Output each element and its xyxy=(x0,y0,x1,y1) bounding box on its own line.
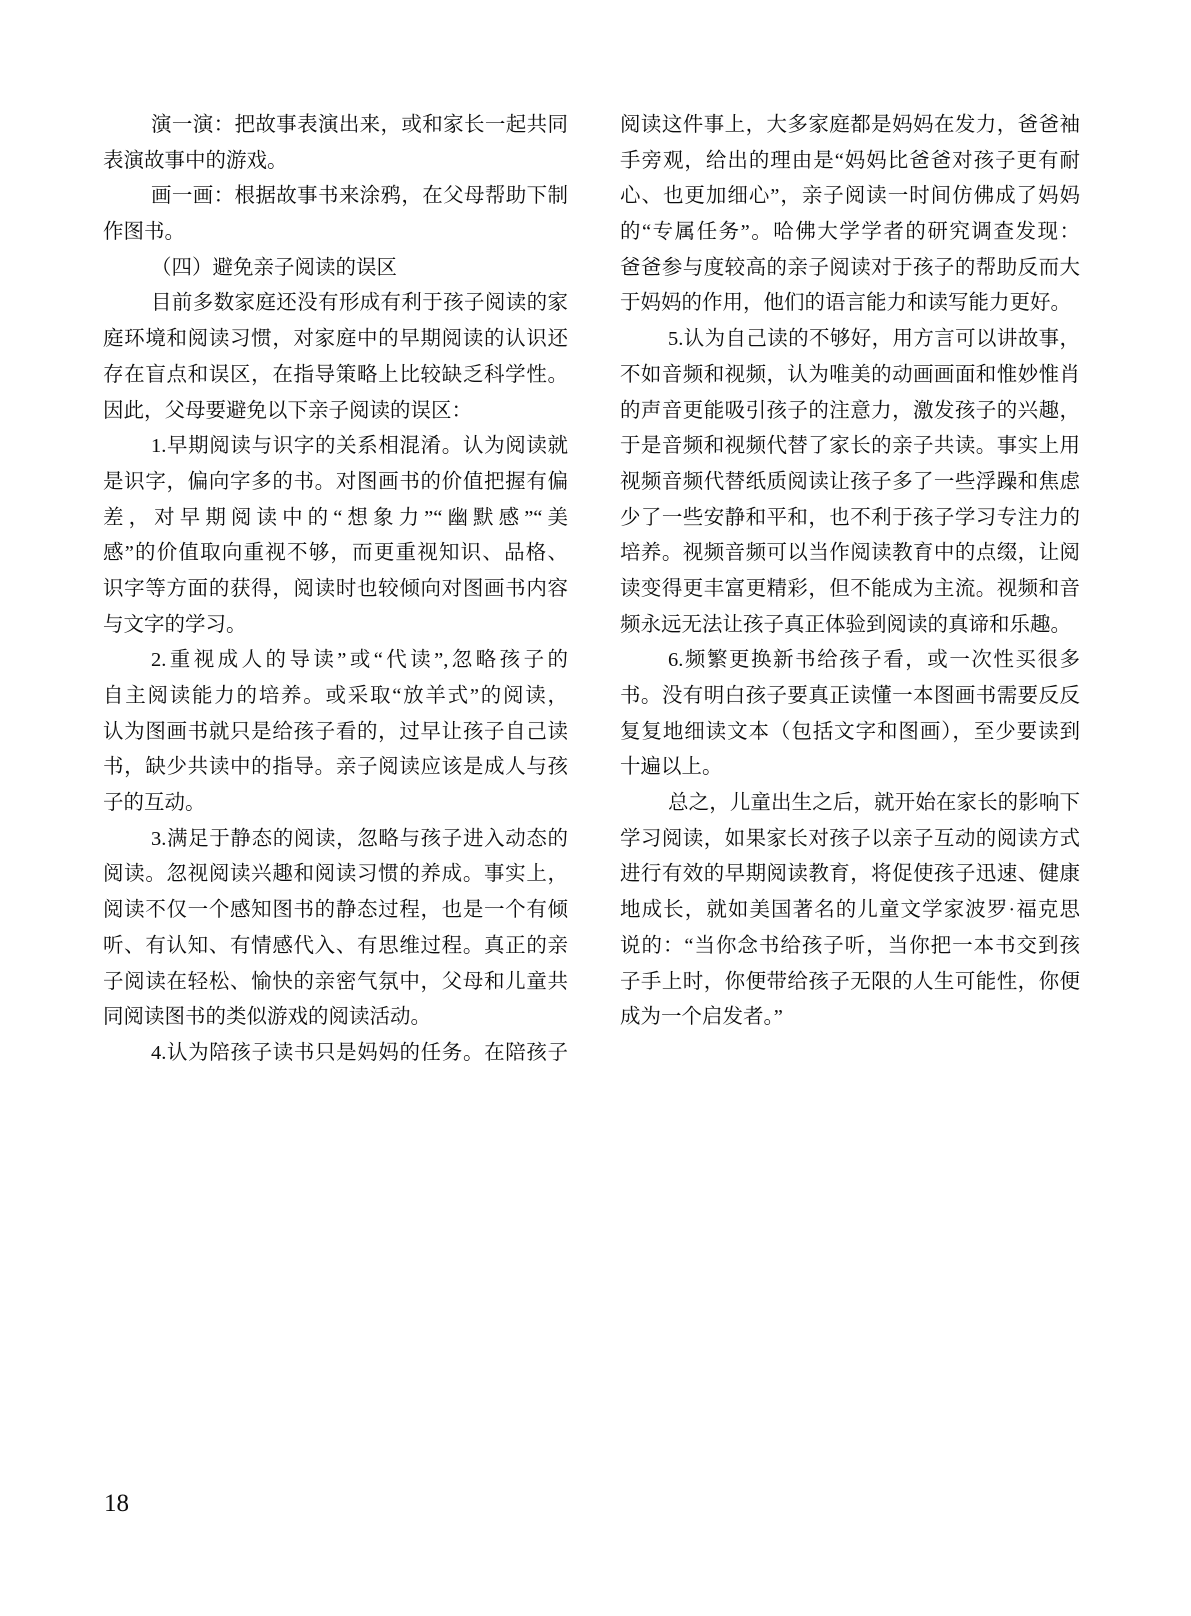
text-line: 书，缺少共读中的指导。亲子阅读应该是成人与孩 xyxy=(103,756,568,779)
text-line: 不如音频和视频，认为唯美的动画画面和惟妙惟肖 xyxy=(620,363,1080,386)
text-line: 说的：“当你念书给孩子听，当你把一本书交到孩 xyxy=(620,934,1080,957)
text-line: 是识字，偏向字多的书。对图画书的价值把握有偏 xyxy=(103,470,568,493)
text-line: 画一画：根据故事书来涂鸦，在父母帮助下制 xyxy=(151,185,568,208)
text-line: 频永远无法让孩子真正体验到阅读的真谛和乐趣。 xyxy=(620,613,1071,636)
text-line: 学习阅读，如果家长对孩子以亲子互动的阅读方式 xyxy=(620,827,1080,850)
text-line: 于是音频和视频代替了家长的亲子共读。事实上用 xyxy=(620,435,1080,458)
text-line: 的“专属任务”。哈佛大学学者的研究调查发现： xyxy=(620,221,1080,244)
text-column-right xyxy=(620,108,1080,1036)
text-line: 5.认为自己读的不够好，用方言可以讲故事， xyxy=(668,328,1080,351)
text-line: 阅读这件事上，大多家庭都是妈妈在发力，爸爸袖 xyxy=(620,114,1080,136)
text-line: 与文字的学习。 xyxy=(103,613,247,636)
page-number: 18 xyxy=(104,1490,129,1517)
text-line: 2.重视成人的导读”或“代读”,忽略孩子的 xyxy=(151,649,568,672)
text-line: 认为图画书就只是给孩子看的，过早让孩子自己读 xyxy=(103,720,568,743)
text-line: 于妈妈的作用，他们的语言能力和读写能力更好。 xyxy=(620,292,1071,315)
text-line: 读变得更丰富更精彩，但不能成为主流。视频和音 xyxy=(620,577,1080,600)
text-line: 视频音频代替纸质阅读让孩子多了一些浮躁和焦虑 xyxy=(620,470,1080,493)
text-line: 听、有认知、有情感代入、有思维过程。真正的亲 xyxy=(103,934,568,957)
text-line: 识字等方面的获得，阅读时也较倾向对图画书内容 xyxy=(103,577,568,600)
text-line: 子手上时，你便带给孩子无限的人生可能性，你便 xyxy=(620,970,1080,993)
text-line: 1.早期阅读与识字的关系相混淆。认为阅读就 xyxy=(151,435,568,458)
text-line: 复复地细读文本（包括文字和图画），至少要读到 xyxy=(620,720,1080,743)
text-line: 子的互动。 xyxy=(103,792,206,815)
text-line: 3.满足于静态的阅读，忽略与孩子进入动态的 xyxy=(151,827,568,850)
text-line: 总之，儿童出生之后，就开始在家长的影响下 xyxy=(668,792,1080,815)
text-line: 阅读不仅一个感知图书的静态过程，也是一个有倾 xyxy=(103,899,568,922)
text-line: 存在盲点和误区，在指导策略上比较缺乏科学性。 xyxy=(103,363,568,386)
text-line: 十遍以上。 xyxy=(620,756,723,779)
text-line: 心、也更加细心”，亲子阅读一时间仿佛成了妈妈 xyxy=(620,185,1080,208)
text-line: 目前多数家庭还没有形成有利于孩子阅读的家 xyxy=(151,292,568,315)
text-line: 培养。视频音频可以当作阅读教育中的点缀，让阅 xyxy=(620,542,1080,565)
text-line: 演一演：把故事表演出来，或和家长一起共同 xyxy=(151,114,568,136)
text-line: 少了一些安静和平和，也不利于孩子学习专注力的 xyxy=(620,506,1080,529)
text-column-left xyxy=(103,108,568,1072)
text-line: 地成长，就如美国著名的儿童文学家波罗·福克思 xyxy=(620,899,1080,922)
text-line: 爸爸参与度较高的亲子阅读对于孩子的帮助反而大 xyxy=(620,256,1080,279)
text-line: 庭环境和阅读习惯，对家庭中的早期阅读的认识还 xyxy=(103,328,568,351)
text-line: 的声音更能吸引孩子的注意力，激发孩子的兴趣， xyxy=(620,399,1080,422)
text-line: 书。没有明白孩子要真正读懂一本图画书需要反反 xyxy=(620,685,1080,707)
text-line: 阅读。忽视阅读兴趣和阅读习惯的养成。事实上， xyxy=(103,863,568,886)
text-line: 差，对早期阅读中的“想象力”“幽默感”“美 xyxy=(103,506,568,529)
text-line: 4.认为陪孩子读书只是妈妈的任务。在陪孩子 xyxy=(151,1041,568,1064)
text-line: 6.频繁更换新书给孩子看，或一次性买很多 xyxy=(668,649,1080,672)
text-line: 成为一个启发者。” xyxy=(620,1006,783,1029)
text-line: 进行有效的早期阅读教育，将促使孩子迅速、健康 xyxy=(620,863,1080,886)
text-line: 因此，父母要避免以下亲子阅读的误区： xyxy=(103,399,472,422)
text-line: 手旁观，给出的理由是“妈妈比爸爸对孩子更有耐 xyxy=(620,149,1080,172)
text-line: 子阅读在轻松、愉快的亲密气氛中，父母和儿童共 xyxy=(103,970,568,993)
text-line: 表演故事中的游戏。 xyxy=(103,149,288,172)
text-line: 感”的价值取向重视不够，而更重视知识、品格、 xyxy=(103,542,568,565)
text-line: （四）避免亲子阅读的误区 xyxy=(151,256,397,279)
text-line: 作图书。 xyxy=(103,221,185,244)
text-line: 自主阅读能力的培养。或采取“放羊式”的阅读， xyxy=(103,685,568,707)
text-line: 同阅读图书的类似游戏的阅读活动。 xyxy=(103,1006,431,1029)
